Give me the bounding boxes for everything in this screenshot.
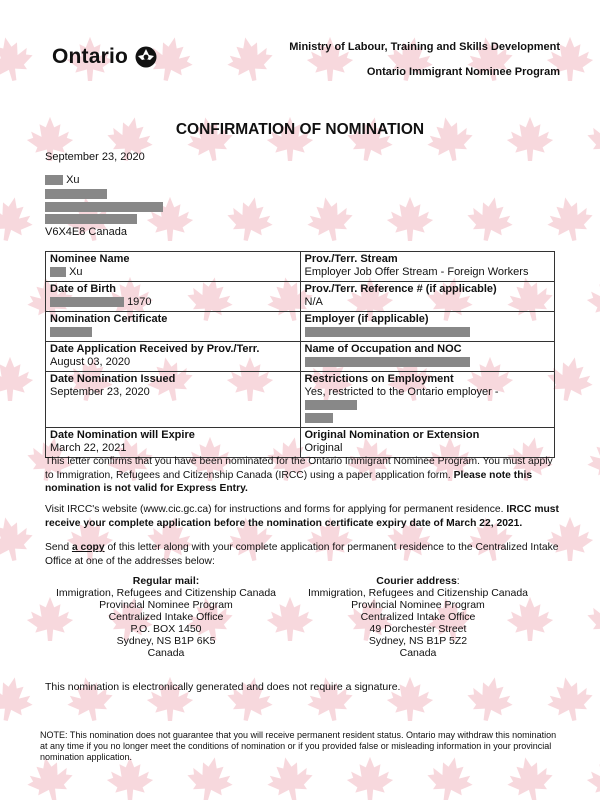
table-row xyxy=(46,312,555,342)
dob-label: Date of Birth xyxy=(50,283,116,295)
confirmation-paragraph xyxy=(45,455,560,496)
expire-label: Date Nomination will Expire xyxy=(50,429,195,441)
table-cell xyxy=(300,342,555,372)
redacted-block xyxy=(50,327,92,337)
table-cell xyxy=(46,342,301,372)
table-cell xyxy=(300,428,555,458)
table-cell xyxy=(46,252,301,282)
stream-value: Employer Job Offer Stream - Foreign Workers xyxy=(304,266,529,278)
nominee-name-label: Nominee Name xyxy=(50,253,130,265)
program-name: Ontario Immigrant Nominee Program xyxy=(366,66,560,78)
address-surname: Xu xyxy=(66,174,80,186)
redacted-block xyxy=(50,297,124,307)
paragraph-text: Send xyxy=(45,542,70,553)
ircc-instructions-paragraph xyxy=(45,503,560,530)
app-received-label: Date Application Received by Prov./Terr. xyxy=(50,343,260,355)
redacted-block xyxy=(45,202,163,212)
table-cell xyxy=(46,372,301,428)
issued-value: September 23, 2020 xyxy=(50,386,150,398)
redacted-block xyxy=(305,413,333,423)
redacted-block xyxy=(45,214,137,224)
table-cell xyxy=(300,372,555,428)
employer-label: Employer (if applicable) xyxy=(304,313,429,325)
send-copy-paragraph xyxy=(45,541,560,568)
app-received-value: August 03, 2020 xyxy=(50,356,131,368)
reference-value: N/A xyxy=(304,296,323,308)
original-label: Original Nomination or Extension xyxy=(304,429,480,441)
address-postal-line: V6X4E8 Canada xyxy=(45,226,127,238)
logo-wordmark: Ontario xyxy=(52,45,129,68)
paragraph-text: Visit IRCC's website (www.cic.gc.ca) for instructions and forms for applying for permanent residence. xyxy=(45,504,504,515)
address-line: Canada xyxy=(147,647,185,659)
redacted-block xyxy=(45,189,107,199)
paragraph-bold-text: IRCC must receive your complete application before the nomination certificate expiry date of March 22, 2021. xyxy=(45,504,559,529)
address-line: Centralized Intake Office xyxy=(108,611,224,623)
paragraph-bold-text: Please note this nomination is not valid for Express Entry. xyxy=(45,469,533,494)
original-value: Original xyxy=(304,442,343,454)
reference-label: Prov./Terr. Reference # (if applicable) xyxy=(304,283,497,295)
address-line: P.O. BOX 1450 xyxy=(130,623,202,635)
restrictions-label: Restrictions on Employment xyxy=(304,373,454,385)
table-row xyxy=(46,372,555,428)
address-line: Sydney, NS B1P 5Z2 xyxy=(368,635,468,647)
table-cell xyxy=(300,282,555,312)
regular-mail-heading: Regular mail: xyxy=(132,575,200,587)
address-line: Canada xyxy=(399,647,437,659)
table-cell xyxy=(300,312,555,342)
redacted-block xyxy=(50,267,66,277)
courier-address xyxy=(298,575,538,659)
trillium-icon xyxy=(135,46,157,68)
address-line: Provincial Nominee Program xyxy=(99,599,233,611)
redacted-block xyxy=(305,327,470,337)
address-line: Immigration, Refugees and Citizenship Canada xyxy=(55,587,277,599)
issued-label: Date Nomination Issued xyxy=(50,373,176,385)
table-cell xyxy=(46,282,301,312)
redacted-block xyxy=(305,400,357,410)
nominee-name-value: Xu xyxy=(69,266,83,278)
regular-mail-address xyxy=(46,575,286,659)
certificate-label: Nomination Certificate xyxy=(50,313,168,325)
address-line-2 xyxy=(45,188,107,201)
table-row xyxy=(46,342,555,372)
dob-value: 1970 xyxy=(127,296,152,308)
paragraph-text: of this letter along with your complete application for permanent residence to the Centralized Intake Office at one of the addresses below: xyxy=(45,542,559,567)
stream-label: Prov./Terr. Stream xyxy=(304,253,398,265)
address-name-line xyxy=(45,174,80,187)
letter-date: September 23, 2020 xyxy=(45,151,145,163)
table-row xyxy=(46,282,555,312)
redacted-block xyxy=(305,357,470,367)
address-line: Provincial Nominee Program xyxy=(351,599,485,611)
nomination-details-table xyxy=(45,251,555,458)
ministry-name: Ministry of Labour, Training and Skills Development xyxy=(289,41,560,53)
courier-heading xyxy=(298,575,538,587)
redacted-block xyxy=(45,175,63,185)
address-line: Sydney, NS B1P 6K5 xyxy=(116,635,216,647)
table-row xyxy=(46,252,555,282)
document-title: CONFIRMATION OF NOMINATION xyxy=(175,121,425,138)
table-cell xyxy=(300,252,555,282)
address-line: Immigration, Refugees and Citizenship Canada xyxy=(307,587,529,599)
address-line-4 xyxy=(45,213,137,226)
address-line: 49 Dorchester Street xyxy=(369,623,467,635)
paragraph-text: This letter confirms that you have been nominated for the Ontario Immigrant Nominee Program. You must apply to Immigration, Refugees and Citizenship Canada (IRCC) using a paper application form. xyxy=(45,456,553,481)
restrictions-value: Yes, restricted to the Ontario employer - xyxy=(304,386,499,398)
courier-heading-text: Courier address xyxy=(376,575,457,587)
expire-value: March 22, 2021 xyxy=(50,442,127,454)
electronic-signature-notice: This nomination is electronically generated and does not require a signature. xyxy=(45,681,401,693)
table-row xyxy=(46,428,555,458)
table-cell xyxy=(46,312,301,342)
address-line: Centralized Intake Office xyxy=(360,611,476,623)
disclaimer-note: NOTE: This nomination does not guarantee that you will receive permanent resident status. Ontario may withdraw this nomination at any time if you no longer meet the conditions of nomination or if you provided false or misleading information in your provincial nomination application. xyxy=(40,730,557,762)
paragraph-underlined-text: a copy xyxy=(71,542,105,553)
occupation-label: Name of Occupation and NOC xyxy=(304,343,462,355)
ontario-logo xyxy=(52,45,157,69)
table-cell xyxy=(46,428,301,458)
courier-heading-colon: : xyxy=(456,575,460,587)
